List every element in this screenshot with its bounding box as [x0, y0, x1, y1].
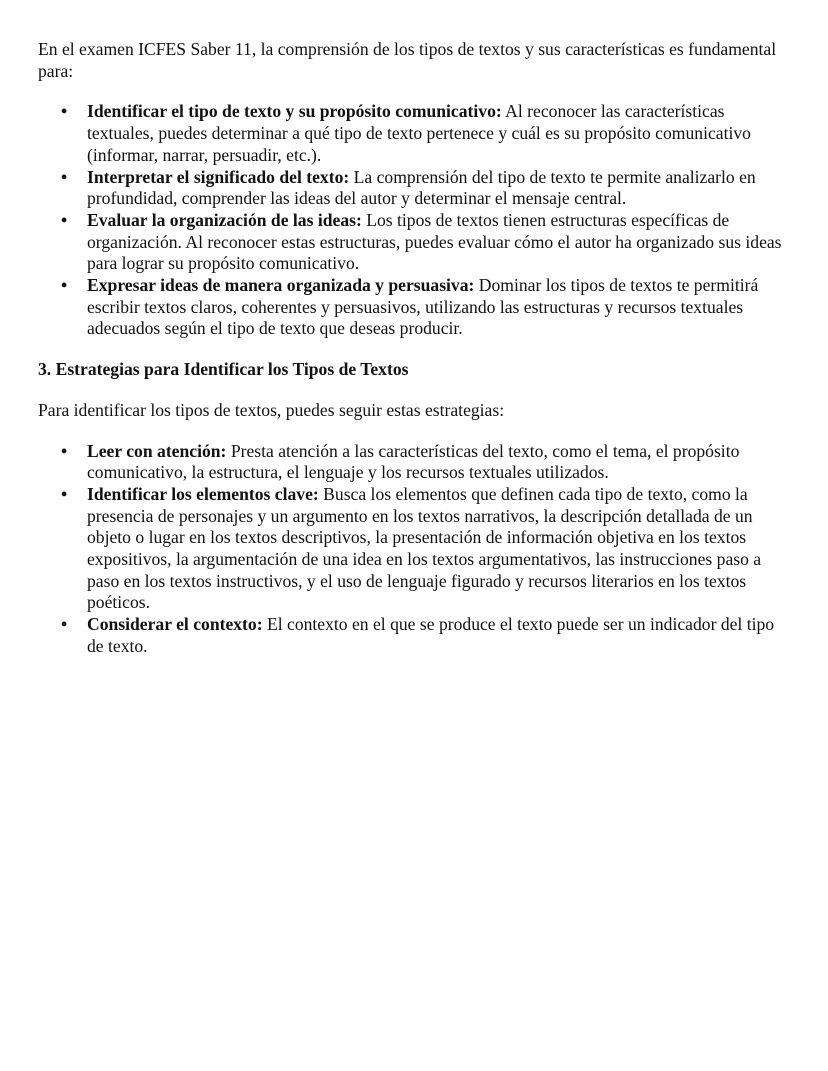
section-heading: 3. Estrategias para Identificar los Tipos de Textos: [38, 359, 409, 380]
list-item-text: El contexto en el que se produce el texto puede ser un indicador del tipo de texto.: [87, 614, 775, 656]
importance-list: [38, 101, 788, 340]
bullet-icon: •: [61, 166, 68, 187]
list-item-text: Al reconocer las características textuales, puedes determinar a qué tipo de texto pertenece y cuál es su propósito comunicativo (informar, narrar, persuadir, etc.).: [87, 101, 751, 165]
intro-paragraph: En el examen ICFES Saber 11, la comprensión de los tipos de textos y sus características es fundamental para:: [38, 39, 777, 81]
bullet-icon: •: [61, 440, 68, 461]
list-item-text: Presta atención a las características del texto, como el tema, el propósito comunicativo, la estructura, el lenguaje y los recursos textuales utilizados.: [87, 440, 740, 483]
list-item-term: Identificar los elementos clave:: [87, 483, 319, 504]
bullet-icon: •: [61, 614, 68, 635]
list-item-text: La comprensión del tipo de texto te permite analizarlo en profundidad, comprender las ideas del autor y determinar el mensaje central.: [87, 166, 756, 209]
list-item-text: Busca los elementos que definen cada tipo de texto, como la presencia de personajes y un argumento en los textos narrativos, la descripción detallada de un objeto o lugar en los textos descriptivos, la presentación de información objetiva en los textos expositivos, la argumentación de una idea en los textos argumentativos, las instrucciones paso a paso en los textos instructivos, y el uso de lenguaje figurado y recursos literarios en los textos poéticos.: [87, 483, 762, 613]
list-item-term: Evaluar la organización de las ideas:: [87, 209, 362, 230]
strategies-intro-paragraph: Para identificar los tipos de textos, puedes seguir estas estrategias:: [38, 399, 505, 420]
list-item: [38, 275, 788, 340]
list-item-term: Considerar el contexto:: [87, 614, 263, 635]
bullet-icon: •: [61, 275, 68, 296]
list-item: [38, 484, 788, 614]
list-item-text: Dominar los tipos de textos te permitirá escribir textos claros, coherentes y persuasivos, utilizando las estructuras y recursos textuales adecuados según el tipo de texto que deseas producir.: [87, 275, 759, 339]
list-item-text: Los tipos de textos tienen estructuras específicas de organización. Al reconocer estas estructuras, puedes evaluar cómo el autor ha organizado sus ideas para lograr su propósito comunicativo.: [87, 209, 782, 274]
bullet-icon: •: [61, 483, 68, 504]
list-item: [38, 210, 788, 275]
list-item: [38, 441, 788, 484]
list-item-term: Expresar ideas de manera organizada y persuasiva:: [87, 275, 475, 296]
bullet-icon: •: [61, 209, 68, 230]
list-item: [38, 101, 788, 166]
list-item-term: Interpretar el significado del texto:: [87, 166, 350, 187]
list-item: [38, 614, 788, 657]
list-item: [38, 167, 788, 210]
strategies-list: [38, 441, 788, 658]
list-item-term: Leer con atención:: [87, 440, 227, 461]
list-item-term: Identificar el tipo de texto y su propósito comunicativo:: [87, 101, 502, 122]
bullet-icon: •: [61, 101, 68, 122]
